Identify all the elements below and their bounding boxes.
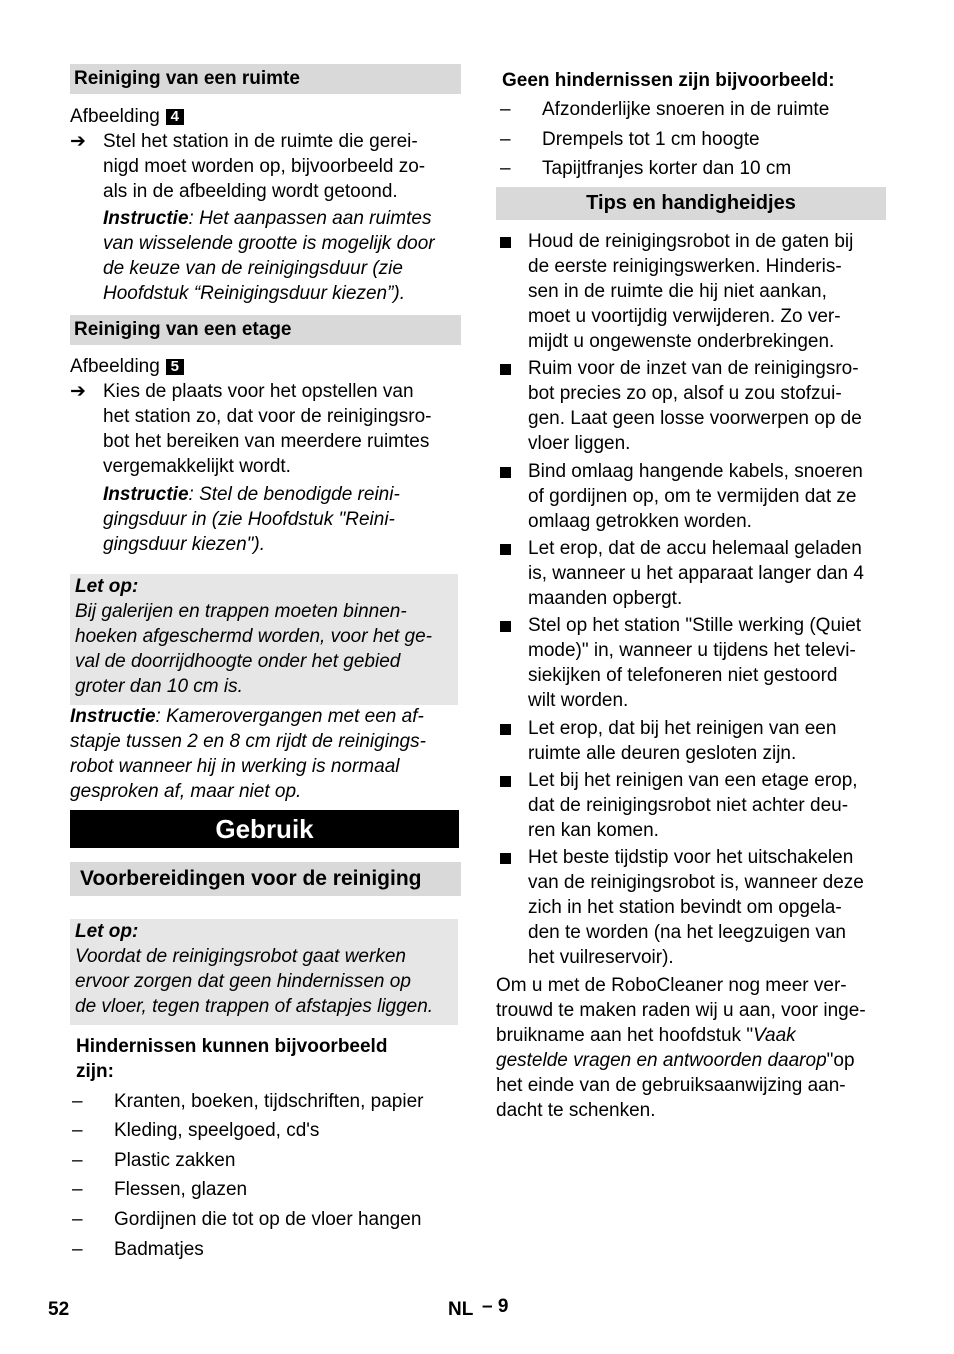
step-2: [70, 379, 461, 479]
instruction-1: [103, 206, 461, 306]
heading-voorbereidingen: Voorbereidingen voor de reiniging: [70, 862, 461, 896]
note-galerijen: [70, 574, 458, 705]
figure-label: Afbeelding: [70, 106, 160, 127]
instruction-text: robot wanneer hij in werking is normaal: [70, 756, 400, 777]
figure-number: 5: [166, 359, 184, 375]
instruction-label: Instructie: [103, 484, 189, 505]
bullet-icon: [500, 724, 511, 735]
instruction-text: gesproken af, maar niet op.: [70, 781, 302, 802]
obstacles-title-line: Hindernissen kunnen bijvoorbeeld: [76, 1036, 388, 1057]
bullet-icon: [500, 776, 511, 787]
instruction-text: van wisselende grootte is mogelijk door: [103, 233, 435, 254]
heading-tips: Tips en handigheidjes: [496, 187, 886, 220]
arrow-right-icon: ➔: [70, 131, 86, 152]
figure-label: Afbeelding: [70, 356, 160, 377]
note-title: Let op:: [75, 576, 139, 597]
closing-paragraph: [496, 973, 886, 1123]
figure-ref-4: [70, 104, 184, 129]
figure-ref-5: [70, 354, 184, 379]
step-line: nigd moet worden op, bijvoorbeeld zo-: [103, 156, 426, 177]
closing-line: dacht te schenken.: [496, 1100, 656, 1121]
section-title-gebruik: Gebruik: [70, 810, 459, 848]
note-line: Bij galerijen en trappen moeten binnen-: [75, 601, 407, 622]
obstacles-title: [76, 1034, 461, 1084]
instruction-text: de keuze van de reinigingsduur (zie: [103, 258, 403, 279]
closing-line: trouwd te maken raden wij u aan, voor inge-: [496, 1000, 866, 1021]
instruction-text: : Stel de benodigde reini-: [188, 484, 400, 505]
closing-line: bruikname aan het hoofdstuk ": [496, 1025, 754, 1046]
footer-subpage: – 9: [482, 1296, 509, 1317]
instruction-text: gingsduur in (zie Hoofdstuk "Reini-: [103, 509, 395, 530]
heading-reiniging-etage: Reiniging van een etage: [70, 315, 461, 345]
instruction-text: gingsduur kiezen").: [103, 534, 266, 555]
instruction-label: Instructie: [103, 208, 189, 229]
page-number: 52: [48, 1299, 70, 1320]
bullet-icon: [500, 544, 511, 555]
arrow-right-icon: ➔: [70, 381, 86, 402]
instruction-text: stapje tussen 2 en 8 cm rijdt de reinigings-: [70, 731, 426, 752]
note-title: Let op:: [75, 921, 139, 942]
step-line: het station zo, dat voor de reinigingsro-: [103, 406, 432, 427]
closing-italic: gestelde vragen en antwoorden daarop: [496, 1050, 827, 1071]
no-obstacles-title: Geen hindernissen zijn bijvoorbeeld:: [502, 70, 835, 91]
note-hindernissen: [70, 919, 458, 1025]
bullet-icon: [500, 853, 511, 864]
bullet-icon: [500, 621, 511, 632]
instruction-text: : Het aanpassen aan ruimtes: [188, 208, 432, 229]
step-line: vergemakkelijkt wordt.: [103, 456, 291, 477]
instruction-3: [70, 704, 461, 804]
instruction-text: : Kamerovergangen met een af-: [155, 706, 424, 727]
step-line: bot het bereiken van meerdere ruimtes: [103, 431, 430, 452]
bullet-icon: [500, 364, 511, 375]
closing-line: "op: [826, 1050, 855, 1071]
figure-number: 4: [166, 109, 184, 125]
step-line: Kies de plaats voor het opstellen van: [103, 381, 414, 402]
bullet-icon: [500, 237, 511, 248]
note-line: groter dan 10 cm is.: [75, 676, 243, 697]
closing-line: het einde van de gebruiksaanwijzing aan-: [496, 1075, 846, 1096]
footer-language: NL: [448, 1299, 474, 1320]
heading-reiniging-ruimte: Reiniging van een ruimte: [70, 64, 461, 94]
bullet-icon: [500, 467, 511, 478]
closing-italic: Vaak: [753, 1025, 796, 1046]
instruction-label: Instructie: [70, 706, 156, 727]
instruction-text: Hoofdstuk “Reinigingsduur kiezen”).: [103, 283, 406, 304]
obstacles-title-line: zijn:: [76, 1061, 114, 1082]
step-line: als in de afbeelding wordt getoond.: [103, 181, 398, 202]
step-line: Stel het station in de ruimte die gerei-: [103, 131, 418, 152]
note-line: de vloer, tegen trappen of afstapjes liggen.: [75, 996, 434, 1017]
step-1: [70, 129, 461, 204]
note-line: val de doorrijdhoogte onder het gebied: [75, 651, 401, 672]
note-line: Voordat de reinigingsrobot gaat werken: [75, 946, 406, 967]
note-line: hoeken afgeschermd worden, voor het ge-: [75, 626, 432, 647]
note-line: ervoor zorgen dat geen hindernissen op: [75, 971, 411, 992]
closing-line: Om u met de RoboCleaner nog meer ver-: [496, 975, 847, 996]
instruction-2: [103, 482, 461, 557]
